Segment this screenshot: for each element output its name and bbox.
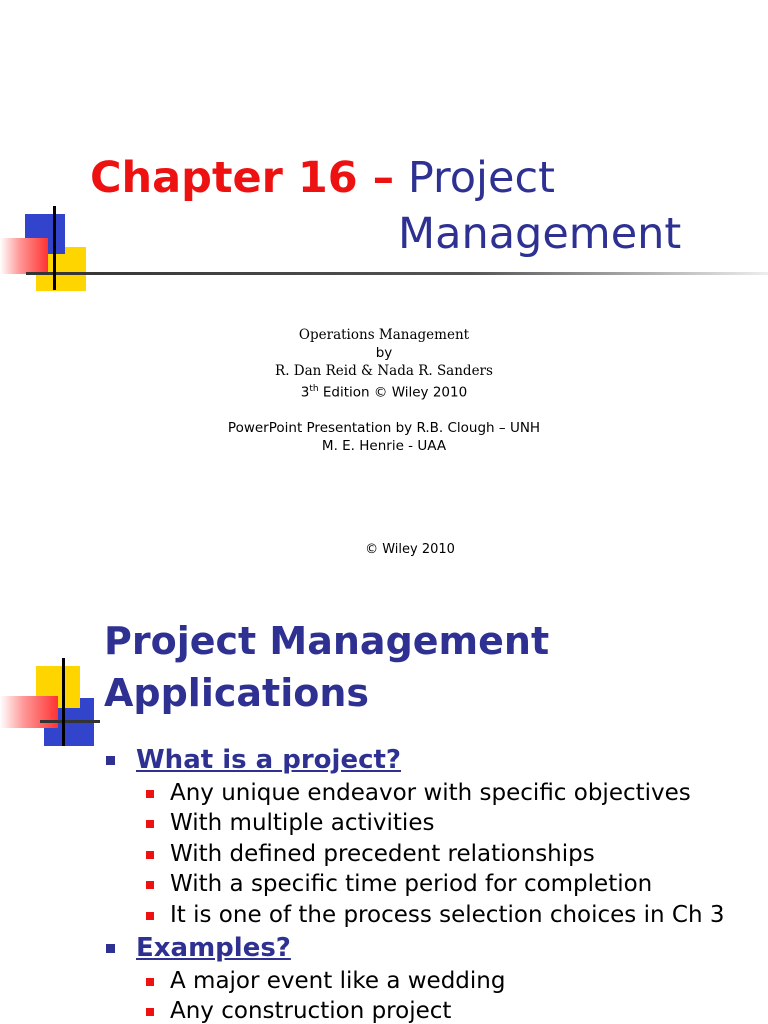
co-author: M. E. Henrie - UAA [321,437,447,454]
bullet-square-icon [146,790,154,798]
bullet-heading-examples: Examples? [106,930,724,966]
credits-block [0,326,768,455]
list-item: With multiple activities [106,808,724,838]
book-title: Operations Management [298,327,470,343]
list-item: It is one of the process selection choices in Ch 3 [106,900,724,930]
slide-applications [0,590,768,1024]
heading-line2: Applications [104,671,369,715]
bullet-square-icon [146,978,154,986]
bullet-square-icon [146,1008,154,1016]
bullet-square-icon [146,881,154,889]
edition: 3th Edition © Wiley 2010 [300,384,468,401]
list-item: With a specific time period for completion [106,869,724,899]
authors: R. Dan Reid & Nada R. Sanders [275,363,493,379]
bullet-square-icon [146,912,154,920]
copyright-footer: © Wiley 2010 [365,542,455,557]
slide-heading [104,615,549,719]
by-text: by [375,345,393,361]
list-item: With defined precedent relationships [106,839,724,869]
bullet-square-icon [106,944,115,953]
list-item: Any unique endeavor with specific objectives [106,778,724,808]
title-chapter: Chapter 16 – [90,153,395,203]
bullet-list [106,742,724,1024]
slide-title-heading [90,150,682,259]
presentation-credit: PowerPoint Presentation by R.B. Clough – UNH [227,419,541,436]
list-item: Any construction project [106,996,724,1024]
list-item: A major event like a wedding [106,966,724,996]
bullet-heading-what-is-project: What is a project? [106,742,724,778]
title-management: Management [398,209,682,259]
title-project: Project [407,153,555,203]
bullet-square-icon [146,851,154,859]
bullet-square-icon [106,756,115,765]
bullet-square-icon [146,820,154,828]
heading-line1: Project Management [104,619,550,663]
